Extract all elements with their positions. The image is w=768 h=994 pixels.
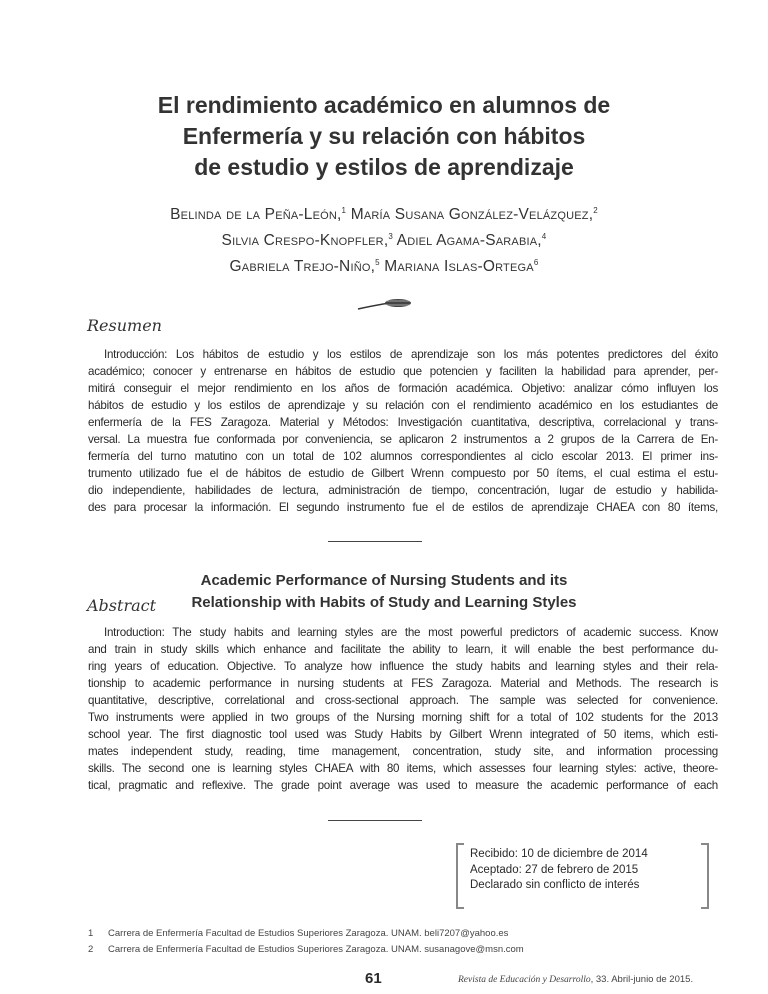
text-line: enfermería de la FES Zaragoza. Material y Métodos: Investigación cuantitativa, descriptiva, correlacional y trans-: [88, 416, 718, 429]
wheat-ornament-icon: [356, 296, 412, 312]
text-line: académico; conocer y entrenarse en hábitos de estudio que potencien y faciliten la habilidad para aprender, per-: [88, 365, 718, 378]
abstract-heading: Abstract: [87, 596, 157, 615]
author: Gabriela Trejo-Niño,: [229, 258, 376, 276]
footnote-text: Carrera de Enfermería Facultad de Estudios Superiores Zaragoza. UNAM. susanagove@msn.com: [108, 944, 524, 955]
english-title-line: Academic Performance of Nursing Students and its: [200, 572, 568, 589]
author: Adiel Agama-Sarabia,: [396, 232, 542, 250]
bracket-right: [701, 843, 709, 909]
text-line: dio independiente, habilidades de lectura, administración de tiempo, concentración, lugar de estudio y habilida-: [88, 484, 718, 497]
text-line: school year. The first diagnostic tool used was Study Habits by Gilbert Wrenn integrated of 50 items, which esti-: [88, 728, 718, 741]
author-sup: 4: [541, 232, 547, 242]
text-line: quantitative, descriptive, correlational and cross-sectional approach. The sample was selected for convenience.: [88, 694, 718, 707]
resumen-paragraph: [88, 346, 718, 516]
text-line: versal. La muestra fue conformada por conveniencia, se aplicaron 2 instrumentos a 2 grupos de la Carrera de En-: [88, 433, 718, 446]
text-line: tionship to academic performance in nursing students at FES Zaragoza. Material and Methods. The research is: [88, 677, 718, 690]
author-sup: 6: [533, 258, 539, 268]
title-line: El rendimiento académico en alumnos de: [157, 92, 611, 118]
text-line: hábitos de estudio y los estilos de aprendizaje y su relación con el rendimiento académico en los estudiantes de: [88, 399, 718, 412]
divider: [328, 541, 422, 542]
text-line: Introduction: The study habits and learning styles are the most powerful predictors of academic success. Know: [104, 626, 718, 639]
text-line: Two instruments were applied in two groups of the Nursing morning shift for a total of 102 students for the 2013: [88, 711, 718, 724]
divider: [328, 820, 422, 821]
received-date: Recibido: 10 de diciembre de 2014: [470, 848, 648, 860]
resumen-heading: Resumen: [87, 316, 162, 335]
text-line: fermería del turno matutino con un total de 102 alumnos correspondientes al ciclo escolar 2013. El primer ins-: [88, 450, 718, 463]
footnote-text: Carrera de Enfermería Facultad de Estudios Superiores Zaragoza. UNAM. beli7207@yahoo.es: [108, 928, 509, 939]
text-line: trumento utilizado fue el de hábitos de estudio de Gilbert Wrenn compuesto por 50 ítems, el cual estima el estu-: [88, 467, 718, 480]
dates-box: [456, 843, 709, 907]
title-line: Enfermería y su relación con hábitos: [182, 123, 586, 149]
article-title: [0, 90, 768, 183]
page-number: 61: [365, 970, 382, 987]
author-sup: 3: [388, 232, 393, 242]
journal-issue: , 33. Abril-junio de 2015.: [590, 974, 694, 985]
author: María Susana González-Velázquez,: [350, 206, 594, 224]
text-line: tical, pragmatic and reflexive. The grade point average was used to measure the academic performance of each: [88, 779, 718, 792]
footnote: [88, 944, 524, 955]
text-line: and train in study skills which enhance and facilitate the ability to learn, it will enable the best performance du-: [88, 643, 718, 656]
text-line: mates independent study, reading, time management, concentration, study site, and information processing: [88, 745, 718, 758]
text-line: des para procesar la información. El segundo instrumento fue el de estilos de aprendizaje CHAEA con 80 ítems,: [88, 501, 718, 514]
accepted-date: Aceptado: 27 de febrero de 2015: [470, 863, 639, 876]
bracket-left: [456, 843, 464, 909]
english-title-line: Relationship with Habits of Study and Learning Styles: [191, 594, 577, 611]
author: Silvia Crespo-Knopfler,: [221, 232, 389, 250]
author-sup: 2: [593, 206, 598, 215]
author-sup: 5: [375, 258, 380, 268]
conflict-statement: Declarado sin conflicto de interés: [470, 879, 640, 891]
footnote-number: 1: [88, 928, 94, 939]
footnote: [88, 928, 508, 939]
author: Mariana Islas-Ortega: [384, 258, 534, 276]
authors: [0, 200, 768, 278]
abstract-paragraph: [88, 624, 718, 794]
title-line: de estudio y estilos de aprendizaje: [194, 154, 574, 180]
journal-citation: [458, 974, 693, 985]
journal-name: Revista de Educación y Desarrollo: [458, 975, 591, 985]
text-line: skills. The second one is learning styles CHAEA with 80 items, which assesses four learning styles: active, theore-: [88, 762, 718, 775]
text-line: Introducción: Los hábitos de estudio y los estilos de aprendizaje son los más potentes predictores del éxito: [104, 348, 718, 361]
author-sup: 1: [341, 206, 347, 215]
author: Belinda de la Peña-León,: [170, 206, 342, 224]
footnote-number: 2: [88, 944, 94, 955]
text-line: ring years of education. Objective. To analyze how influence the study habits and learning styles and their rela-: [88, 660, 718, 673]
text-line: mitirá conseguir el mejor rendimiento en los años de formación académica. Objetivo: analizar cómo influyen los: [88, 382, 718, 395]
